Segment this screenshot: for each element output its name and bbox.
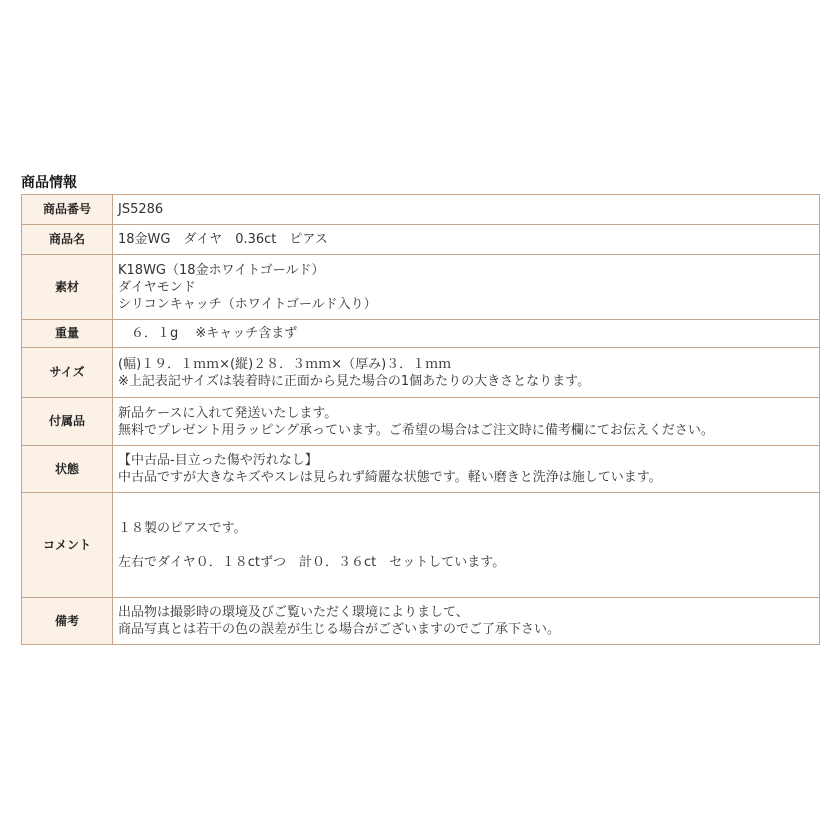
row-value-product-name xyxy=(113,225,820,255)
row-value-product-number xyxy=(113,195,820,225)
row-value-weight xyxy=(113,320,820,348)
table-row xyxy=(22,320,820,348)
row-label-comment: コメント xyxy=(22,493,113,598)
value-line: (幅)１９．１ｍｍ×(縦)２８．３ｍｍ×（厚み)３．１ｍｍ xyxy=(118,356,452,372)
row-label-material: 素材 xyxy=(22,255,113,320)
table-row xyxy=(22,598,820,645)
table-row xyxy=(22,348,820,398)
row-label-weight: 重量 xyxy=(22,320,113,348)
row-value-comment xyxy=(113,493,820,598)
row-label-product-number: 商品番号 xyxy=(22,195,113,225)
value-line: シリコンキャッチ（ホワイトゴールド入り） xyxy=(118,296,377,312)
table-row xyxy=(22,225,820,255)
table-row xyxy=(22,255,820,320)
value-line: 新品ケースに入れて発送いたします。 xyxy=(118,405,338,421)
row-label-accessories: 付属品 xyxy=(22,398,113,446)
value-line: 商品写真とは若干の色の誤差が生じる場合がございますのでご了承下さい。 xyxy=(118,622,561,637)
value-line: ６．１g ※キャッチ含まず xyxy=(118,326,298,341)
product-info-table xyxy=(21,194,820,645)
value-line: ダイヤモンド xyxy=(118,279,196,295)
value-line: １８製のピアスです。 xyxy=(118,520,247,536)
value-line: JS5286 xyxy=(118,202,164,217)
table-row xyxy=(22,398,820,446)
table-row xyxy=(22,493,820,598)
value-line: 【中古品-目立った傷や汚れなし】 xyxy=(118,453,318,468)
row-label-size: サイズ xyxy=(22,348,113,398)
value-line: ※上記表記サイズは装着時に正面から見た場合の1個あたりの大きさとなります。 xyxy=(118,373,591,389)
value-line: K18WG（18金ホワイトゴールド） xyxy=(118,262,325,278)
row-value-accessories xyxy=(113,398,820,446)
value-line: 無料でプレゼント用ラッピング承っています。ご希望の場合はご注文時に備考欄にてお伝えください。 xyxy=(118,422,714,438)
row-value-notes xyxy=(113,598,820,645)
row-label-notes: 備考 xyxy=(22,598,113,645)
value-line-blank xyxy=(118,537,814,554)
value-line: 中古品ですが大きなキズやスレは見られず綺麗な状態です。軽い磨きと洗浄は施しています。 xyxy=(118,470,662,485)
row-value-material xyxy=(113,255,820,320)
row-value-size xyxy=(113,348,820,398)
section-title: 商品情報 xyxy=(21,175,77,191)
value-line: 左右でダイヤ０．１８ctずつ 計０．３６ct セットしています。 xyxy=(118,554,506,570)
table-row xyxy=(22,195,820,225)
value-line: 18金WG ダイヤ 0.36ct ピアス xyxy=(118,232,328,247)
row-value-condition xyxy=(113,446,820,493)
row-label-product-name: 商品名 xyxy=(22,225,113,255)
table-row xyxy=(22,446,820,493)
row-label-condition: 状態 xyxy=(22,446,113,493)
value-line: 出品物は撮影時の環境及びご覧いただく環境によりまして、 xyxy=(118,605,469,620)
